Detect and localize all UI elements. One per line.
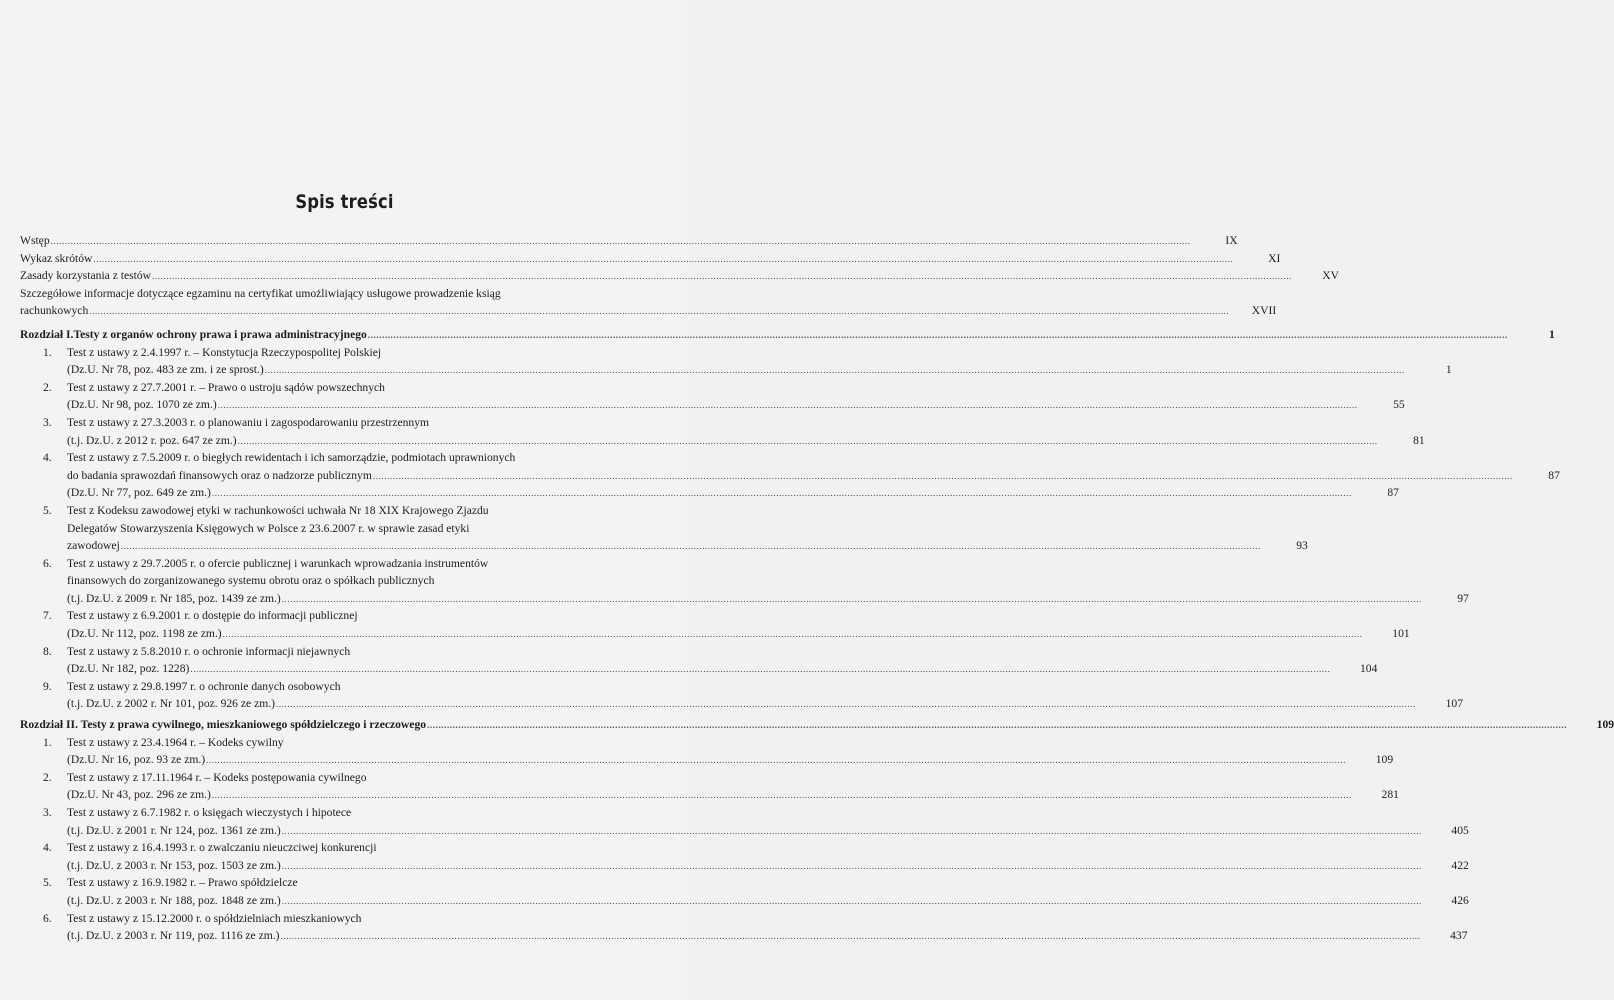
dot-leader: ................................................................................................................................................................................................................................................................................................................................................................................................................ [264,365,1405,376]
page-title: Spis treści [295,191,394,213]
toc-line [20,484,1399,502]
toc-entry [20,555,1469,608]
toc-line [20,590,1469,608]
page-number: 426 [1451,893,1469,907]
toc-line [20,285,620,303]
dot-leader: ................................................................................................................................................................................................................................................................................................................................................................................................................ [281,860,1422,871]
toc-entry [20,250,1281,268]
toc-line [20,769,620,787]
toc-line [20,910,620,928]
toc-line-text: Wykaz skrótów [20,251,93,265]
toc-line-text: Rozdział I.Testy z organów ochrony prawa i prawa administracyjnego [20,327,367,341]
toc-line-text: (t.j. Dz.U. z 2009 r. Nr 185, poz. 1439 ze zm.) [67,591,281,605]
dot-leader: ................................................................................................................................................................................................................................................................................................................................................................................................................ [276,699,1416,710]
toc-entry [20,607,1410,642]
toc-line [20,751,1394,769]
toc-entry [20,379,1405,414]
toc-line [20,396,1405,414]
dot-leader: ................................................................................................................................................................................................................................................................................................................................................................................................................ [281,593,1422,604]
toc-line-text: zawodowej [67,539,120,553]
item-number: 8. [43,644,52,658]
toc-line [20,857,1469,875]
toc-line [20,643,620,661]
toc-line-text: Test z ustawy z 17.11.1964 r. – Kodeks postępowania cywilnego [67,770,367,784]
toc-line [20,822,1469,840]
toc-line-text: Delegatów Stowarzyszenia Księgowych w Polsce z 23.6.2007 r. w sprawie zasad etyki [67,521,470,535]
page-number: 81 [1413,433,1425,447]
page-number: 109 [1375,753,1394,767]
toc-entry [20,910,1468,945]
page-number: 104 [1359,662,1378,676]
dot-leader: ................................................................................................................................................................................................................................................................................................................................................................................................................ [89,306,1230,317]
item-number: 5. [43,876,52,890]
toc-line [20,432,1425,450]
item-number: 2. [43,770,52,784]
toc-entry [20,344,1452,379]
dot-leader: ................................................................................................................................................................................................................................................................................................................................................................................................................ [50,236,1191,246]
toc-line-text: Test z ustawy z 7.5.2009 r. o biegłych rewidentach i ich samorządzie, podmiotach uprawnionych [67,451,516,465]
toc-line-text: Wstęp [20,234,50,247]
toc-line [20,607,620,625]
toc-line [20,537,1308,555]
toc-entry [20,267,1340,285]
item-number: 1. [43,735,52,749]
dot-leader: ................................................................................................................................................................................................................................................................................................................................................................................................................ [206,755,1347,766]
toc-entry [20,414,1425,449]
toc-line-text: Test z ustawy z 6.9.2001 r. o dostępie do informacji publicznej [67,609,358,623]
dot-leader: ................................................................................................................................................................................................................................................................................................................................................................................................................ [120,541,1261,552]
page-number: 55 [1393,398,1405,412]
toc-entry [20,678,1463,713]
item-number: 5. [43,503,52,517]
item-number: 6. [43,911,52,925]
dot-leader: ................................................................................................................................................................................................................................................................................................................................................................................................................ [237,435,1378,446]
toc-line [20,660,1378,678]
toc-line [20,695,1463,713]
toc-line-text: Szczegółowe informacje dotyczące egzaminu na certyfikat umożliwiający usługowe prowadzenie ksiąg [20,286,501,300]
toc-entry [20,804,1469,839]
page-number: XVII [1251,304,1277,318]
dot-leader: ................................................................................................................................................................................................................................................................................................................................................................................................................ [190,664,1331,675]
toc-line-text: Test z ustawy z 29.7.2005 r. o ofercie publicznej i warunkach wprowadzania instrumentów [67,556,489,570]
toc-line-text: (Dz.U. Nr 78, poz. 483 ze zm. i ze sprost.) [67,363,264,377]
dot-leader: ................................................................................................................................................................................................................................................................................................................................................................................................................ [281,825,1422,836]
toc-line [20,502,620,520]
toc-line-text: do badania sprawozdań finansowych oraz o nadzorze publicznym [67,468,372,482]
toc-line [20,344,620,362]
toc-line [20,520,620,538]
item-number: 3. [43,806,52,819]
toc-line-text: Test z ustawy z 6.7.1982 r. o księgach wieczystych i hipotece [67,806,352,819]
toc-line-text: Test z ustawy z 2.4.1997 r. – Konstytucja Rzeczypospolitej Polskiej [67,345,382,359]
toc-line [20,874,620,892]
page-number: 87 [1548,468,1560,482]
toc-line-text: Test z ustawy z 23.4.1964 r. – Kodeks cywilny [67,735,284,749]
toc-line [20,467,1560,485]
toc-line-text: Rozdział II. Testy z prawa cywilnego, mieszkaniowego spółdzielczego i rzeczowego [20,718,427,732]
toc-entry [20,874,1469,909]
page-number: XI [1268,251,1281,265]
toc-entry [20,502,1308,555]
toc-line [20,804,620,822]
toc-entry [20,302,1277,320]
item-number: 4. [43,451,52,465]
toc-line-text: (t.j. Dz.U. z 2001 r. Nr 124, poz. 1361 ze zm.) [67,823,281,837]
dot-leader: ................................................................................................................................................................................................................................................................................................................................................................................................................ [280,931,1421,942]
page-number: 422 [1451,858,1469,872]
item-number: 4. [43,841,52,855]
page-number: XV [1322,269,1340,283]
toc-line [20,449,620,467]
toc-line-text: (Dz.U. Nr 182, poz. 1228) [67,662,190,676]
toc-line [20,734,620,752]
toc-line-text: (Dz.U. Nr 43, poz. 296 ze zm.) [67,788,211,802]
dot-leader: ................................................................................................................................................................................................................................................................................................................................................................................................................ [93,253,1234,264]
toc-line-text: (t.j. Dz.U. z 2003 r. Nr 188, poz. 1848 ze zm.) [67,893,281,907]
toc-line [20,572,620,590]
toc-entry [20,734,1394,769]
page-number: 101 [1392,627,1410,641]
toc-entry [20,449,1560,502]
dot-leader: ................................................................................................................................................................................................................................................................................................................................................................................................................ [152,271,1293,282]
dot-leader: ................................................................................................................................................................................................................................................................................................................................................................................................................ [217,400,1358,411]
dot-leader: ................................................................................................................................................................................................................................................................................................................................................................................................................ [211,790,1352,801]
toc-line [20,678,620,696]
item-number: 9. [43,679,52,693]
page-number: 97 [1457,591,1469,605]
toc-line-text: (Dz.U. Nr 16, poz. 93 ze zm.) [67,753,206,767]
item-number: 1. [43,345,52,359]
toc-line-text: finansowych do zorganizowanego systemu obrotu oraz o spółkach publicznych [67,574,435,588]
page-number: 437 [1450,929,1468,943]
toc-entry [20,643,1378,678]
toc-line-text: Test z ustawy z 16.4.1993 r. o zwalczaniu nieuczciwej konkurencji [67,841,377,855]
page-number: 107 [1445,697,1463,711]
toc-line-text: (t.j. Dz.U. z 2002 r. Nr 101, poz. 926 ze zm.) [67,697,275,711]
toc-line [20,786,1399,804]
toc-line-text: Test z Kodeksu zawodowej etyki w rachunkowości uchwała Nr 18 XIX Krajowego Zjazdu [67,503,489,517]
toc-line-text: Test z ustawy z 16.9.1982 r. – Prawo spółdzielcze [67,876,298,890]
dot-leader: ................................................................................................................................................................................................................................................................................................................................................................................................................ [222,629,1363,640]
toc-line [20,892,1469,910]
item-number: 3. [43,415,52,429]
toc-entry [20,232,1238,250]
toc-line [20,379,620,397]
toc-line-text: (Dz.U. Nr 112, poz. 1198 ze zm.) [67,627,222,641]
toc-line-text: (t.j. Dz.U. z 2003 r. Nr 119, poz. 1116 ze zm.) [67,929,280,943]
item-number: 6. [43,556,52,570]
table-of-contents [20,232,1614,945]
toc-line [20,839,620,857]
toc-line-text: rachunkowych [20,304,89,318]
toc-line-text: Test z ustawy z 29.8.1997 r. o ochronie danych osobowych [67,679,341,693]
toc-line-text: (Dz.U. Nr 98, poz. 1070 ze zm.) [67,398,217,412]
toc-line [20,361,1452,379]
toc-entry [20,839,1469,874]
toc-line-text: Test z ustawy z 15.12.2000 r. o spółdzielniach mieszkaniowych [67,911,362,925]
toc-line [20,927,1468,945]
toc-line-text: (Dz.U. Nr 77, poz. 649 ze zm.) [67,486,211,500]
page-number: 1 [1445,363,1452,377]
toc-line-text: Test z ustawy z 5.8.2010 r. o ochronie informacji niejawnych [67,644,351,658]
page-number: 405 [1451,823,1469,837]
toc-line-text: Test z ustawy z 27.3.2003 r. o planowaniu i zagospodarowaniu przestrzennym [67,415,430,429]
page-number: IX [1225,234,1238,247]
page-number: 281 [1381,788,1399,802]
dot-leader: ................................................................................................................................................................................................................................................................................................................................................................................................................ [367,329,1508,340]
toc-line-text: Test z ustawy z 27.7.2001 r. – Prawo o ustroju sądów powszechnych [67,380,385,394]
toc-line-text: Zasady korzystania z testów [20,269,152,283]
page-number: 109 [1596,718,1614,732]
item-number: 2. [43,380,52,394]
page-number: 1 [1549,327,1555,341]
toc-line-text: (t.j. Dz.U. z 2012 r. poz. 647 ze zm.) [67,433,237,447]
page-number: 87 [1387,486,1399,500]
dot-leader: ................................................................................................................................................................................................................................................................................................................................................................................................................ [211,488,1352,499]
toc-line [20,414,620,432]
dot-leader: ................................................................................................................................................................................................................................................................................................................................................................................................................ [281,895,1422,906]
chapter-heading [20,716,1614,734]
item-number: 7. [43,609,52,623]
chapter-heading [20,326,1555,344]
dot-leader: ................................................................................................................................................................................................................................................................................................................................................................................................................ [372,470,1513,481]
toc-line-text: (t.j. Dz.U. z 2003 r. Nr 153, poz. 1503 ze zm.) [67,858,281,872]
toc-line [20,555,620,573]
toc-line [20,625,1410,643]
page-number: 93 [1296,539,1308,553]
dot-leader: ................................................................................................................................................................................................................................................................................................................................................................................................................ [427,720,1568,731]
toc-entry [20,769,1399,804]
